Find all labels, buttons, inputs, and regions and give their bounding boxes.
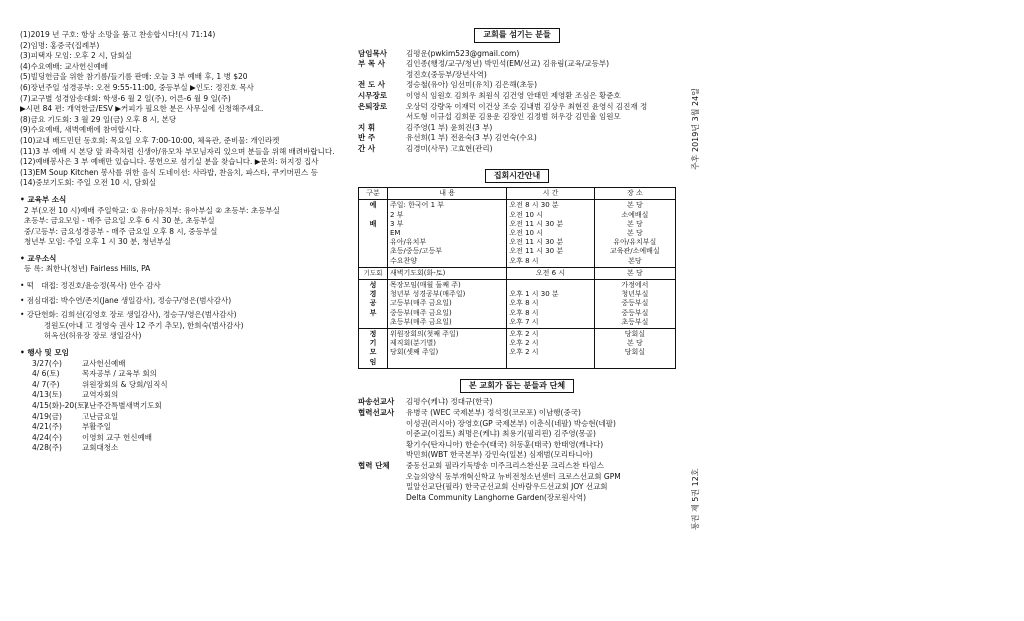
announcement-item: (14)중보기도회: 주일 오전 10 시, 담회실 [20, 178, 156, 188]
regular-time [507, 328, 594, 368]
announcement-item: (4)수요예배: 교사헌신예배 [20, 61, 108, 71]
mission-row [358, 429, 676, 440]
member-news-list [20, 264, 355, 275]
mission-row [358, 450, 676, 461]
event-date: 4/ 7(주) [32, 379, 60, 389]
thanks-item: 정원도(아내 고 정영숙 권사 12 주기 추모), 한희숙(범사감사) [20, 320, 244, 330]
schedule-cell-line: 중등부(매주 금요일) [390, 308, 452, 317]
staff-row [358, 133, 676, 144]
event-name: 교사헌신예배 [82, 358, 126, 368]
regular-content [388, 328, 507, 368]
mission-names: 이준교(이집트) 최명은(케냐) 최용기(필리핀) 김주영(몽골) [406, 429, 596, 439]
mission-names: 밀알선교단(필라) 한국군선교회 신바람우드선교회 JOY 선교회 [406, 482, 608, 492]
education-item: 중/고등부: 금요성경공부 - 매주 금요일 오후 8 시, 중등부실 [24, 226, 218, 236]
mission-category [358, 482, 406, 493]
schedule-cell-line: 교육관/소예배실 [609, 247, 660, 256]
mission-names: 유병국 (WEC 국제본부) 정석정(코로포) 이남행(중국) [406, 407, 581, 417]
schedule-cell-line: 초등부(매주 금요일) [390, 317, 452, 326]
regular-place [594, 328, 675, 368]
staff-names: 김인종(행정/교구/청년) 박민석(EM/선교) 김유림(교육/교등부) [406, 59, 610, 69]
bible-time [507, 279, 594, 328]
announcement-item: (13)EM Soup Kitchen 봉사를 위한 음식 도네이션: 사라밥, 찬음치, 파스타, 쿠키머핀스 등 [20, 167, 318, 177]
schedule-cell-line: 오후 2 시 [509, 329, 539, 338]
staff-role: 전 도 사 [358, 80, 385, 90]
schedule-cell-line: 청년부 성경공부(매주일) [390, 290, 466, 299]
mission-names: Delta Community Langhorne Garden(장로원사역) [406, 492, 587, 502]
event-row [20, 390, 355, 401]
announcement-item: (2)임명: 홍중국(집례부) [20, 40, 100, 50]
mission-row [358, 440, 676, 451]
staff-title: 교회를 섬기는 분들 [474, 28, 559, 43]
member-news-item: 등 록: 최한나(청년) Fairless Hills, PA [24, 264, 151, 274]
event-row [20, 369, 355, 380]
mission-names: 황기수(탄자니아) 한순수(태국) 허동훈(태국) 한태영(캐나다) [406, 439, 604, 449]
announcement-item: (12)예배봉사은 3 부 예배만 있습니다. 봉헌으로 섬기실 분을 찾습니다. ▶문의: 허지정 집사 [20, 157, 319, 167]
mission-row [358, 472, 676, 483]
event-row [20, 412, 355, 423]
schedule-cell-line: 오후 2 시 [509, 348, 539, 357]
staff-row [358, 144, 676, 155]
event-date: 4/28(주) [32, 443, 62, 453]
event-name: 부활주일 [82, 422, 111, 432]
thanks-item: • 떡 대접: 정진호/윤승정(목사) 안수 감사 [20, 281, 161, 291]
staff-row [358, 102, 676, 113]
education-list [20, 206, 355, 248]
staff-names: 김평운(pwkim523@gmail.com) [406, 48, 520, 58]
prayer-place: 본 당 [594, 267, 675, 279]
schedule-cell-line: 오전 11 시 30 분 [509, 219, 564, 228]
schedule-cell-line: 오전 10 시 [509, 210, 544, 219]
schedule-cell-line: 수요찬양 [390, 256, 418, 265]
staff-role: 지 휘 [358, 122, 376, 132]
education-item: 2 부(오전 10 시)예배 주일학교: ① 유아/유치부: 유아부실 ② 초등부: 초등부실 [24, 205, 280, 215]
schedule-cell-line: 중등부실 [621, 308, 649, 317]
event-name: 위원장회의 & 당회/임직식 [82, 379, 168, 389]
staff-list [358, 49, 676, 155]
announcement-item: (3)피택자 모임: 오후 2 시, 담회실 [20, 51, 132, 61]
staff-row [358, 112, 676, 123]
mission-names: 오늘의양식 동부개혁신학교 뉴비전청소년센터 크로스선교회 GPM [406, 471, 621, 481]
schedule-cell-line: 당회실 [624, 348, 645, 357]
schedule-cell-line: 오전 11 시 30 분 [509, 247, 564, 256]
thanks-list [20, 281, 355, 342]
event-date: 4/15(화)-20(토) [32, 401, 88, 410]
schedule-worship-row [359, 200, 676, 267]
worship-time [507, 200, 594, 267]
event-name: 교역자회의 [82, 390, 119, 400]
schedule-title: 집회시간안내 [485, 169, 549, 184]
schedule-cell-line: 당회(셋째 주일) [390, 348, 439, 357]
schedule-cell-line: 2 부 [390, 210, 404, 219]
education-item: 초등부: 금요모임 - 매주 금요일 오후 6 시 30 분, 초등부실 [24, 216, 215, 226]
mission-names: 이성권(러시아) 장영호(GP 국제본부) 이춘식(네팔) 박승현(네팔) [406, 418, 616, 428]
event-row [20, 359, 355, 370]
announcement-item: (7)교구별 성경암송대회: 학생-6 월 2 일(주), 어른-6 월 9 일(주) [20, 93, 231, 103]
mission-names: 중동선교회 필라기독방송 미주크리스찬신문 크리스찬 타임스 [406, 460, 604, 470]
schedule-bible-row [359, 279, 676, 328]
event-date: 3/27(수) [32, 358, 62, 368]
schedule-prayer-row [359, 267, 676, 279]
schedule-table [358, 187, 676, 369]
staff-row [358, 123, 676, 134]
schedule-cell-line: 고등부(매주 금요일) [390, 299, 452, 308]
event-name: 고난주간특별새벽기도회 [82, 401, 162, 410]
announcement-item: (9)수요예배, 새벽예배에 참여합시다. [20, 125, 142, 135]
mission-category [358, 429, 406, 440]
mission-category: 파송선교사 [358, 397, 395, 407]
event-name: 고난금요일 [82, 411, 119, 421]
schedule-header: 장 소 [594, 188, 675, 200]
worship-place [594, 200, 675, 267]
event-name: 목자공부 / 교육부 회의 [82, 369, 157, 379]
worship-category: 예 배 [359, 200, 388, 267]
event-row [20, 422, 355, 433]
schedule-cell-line: 주일: 한국어 1 부 [390, 201, 445, 210]
staff-role: 반 주 [358, 133, 376, 143]
staff-role: 시무장로 [358, 90, 387, 100]
prayer-category: 기도회 [359, 267, 388, 279]
staff-names: 오상덕 강량옥 이재덕 이건상 조승 김내범 김상우 최현진 윤영식 김진재 정 [406, 101, 648, 111]
mission-row [358, 493, 676, 504]
event-date: 4/ 6(토) [32, 369, 60, 379]
mission-names: 박민희(WBT 한국본부) 강민숙(일본) 심재범(모리타니아) [406, 450, 593, 460]
staff-row [358, 49, 676, 60]
schedule-cell-line: 유아/유치부 [390, 238, 427, 247]
prayer-content: 새벽기도회(화-토) [388, 267, 507, 279]
staff-names: 김경미(사무) 고효현(관리) [406, 143, 493, 153]
bible-category: 성 경 공 부 [359, 279, 388, 328]
staff-row [358, 59, 676, 70]
schedule-cell-line: 오후 8 시 [509, 308, 539, 317]
event-date: 4/13(토) [32, 390, 62, 400]
mission-row [358, 397, 676, 408]
mission-names: 김평수(케냐) 정대규(한국) [406, 397, 493, 407]
schedule-cell-line: 본 당 [626, 219, 643, 228]
announcement-item: (1)2019 년 구호: 항상 소망을 품고 찬송합시다!(시 71:14) [20, 30, 216, 39]
mission-category [358, 419, 406, 430]
schedule-cell-line: 위원장회의(첫째 주일) [390, 329, 459, 338]
bulletin-date: 주후 2019년 3월 24일 [691, 88, 700, 170]
events-title: • 행사 및 모임 [20, 348, 69, 358]
event-row [20, 380, 355, 391]
schedule-cell-line: 소예배실 [621, 210, 649, 219]
event-name: 이영희 교구 헌신예배 [82, 432, 152, 442]
staff-role: 부 목 사 [358, 59, 385, 69]
schedule-cell-line: 초등부실 [621, 317, 649, 326]
announcement-item: (10)교내 배드민턴 동호회: 목요일 오후 7:00-10:00, 체육관, 준비물: 개인라켓 [20, 135, 280, 145]
member-news-title: • 교우소식 [20, 253, 57, 263]
thanks-item: 허옥선(허유장 장로 생일감사) [20, 331, 142, 341]
mission-row [358, 461, 676, 472]
staff-role [358, 70, 406, 81]
schedule-cell-line: 본 당 [626, 201, 643, 210]
mission-list [358, 397, 676, 503]
announcements-column [20, 30, 355, 454]
schedule-header: 시 간 [507, 188, 594, 200]
event-row [20, 401, 355, 412]
announcement-item: (6)장년주일 성경공부: 오전 9:55-11:00, 중등부실 ▶인도: 정진호 목사 [20, 82, 254, 92]
mission-category [358, 450, 406, 461]
schedule-header: 내 용 [388, 188, 507, 200]
mission-row [358, 482, 676, 493]
schedule-cell-line: 오전 10 시 [509, 228, 544, 237]
announcement-item: (5)빌딩헌금을 위한 참기름/들기름 판매: 오늘 3 부 예배 후, 1 병 $20 [20, 72, 248, 82]
schedule-cell-line: 오후 2 시 [509, 339, 539, 348]
regular-category: 정 기 모 임 [359, 328, 388, 368]
event-date: 4/19(금) [32, 411, 62, 421]
staff-role: 은퇴장로 [358, 101, 387, 111]
announcement-item: (11)3 부 예배 시 본당 앞 좌측처럼 신생아/유모차 부모님자리 있으며 분들을 위해 배려바랍니다. [20, 146, 335, 156]
staff-role: 간 사 [358, 143, 376, 153]
staff-names: 김주영(1 부) 윤희진(3 부) [406, 122, 493, 132]
schedule-cell-line: 중등부실 [621, 299, 649, 308]
schedule-cell-line: 목장모임(매월 둘째 주) [390, 280, 461, 289]
bulletin-volume: 통권 제 5권 12호 [691, 468, 700, 530]
bible-content [388, 279, 507, 328]
schedule-cell-line: 오후 8 시 [509, 256, 539, 265]
schedule-regular-row [359, 328, 676, 368]
bible-place [594, 279, 675, 328]
thanks-item: • 점심대접: 박수연/존지(Jane 생일감사), 정승구/영은(범사감사) [20, 295, 232, 305]
schedule-cell-line: 본 당 [626, 339, 643, 348]
schedule-cell-line: 본 당 [626, 228, 643, 237]
schedule-cell-line: 오후 7 시 [509, 317, 539, 326]
schedule-cell-line: 오후 8 시 [509, 299, 539, 308]
education-item: 청년부 모임: 주일 오후 1 시 30 분, 청년부실 [24, 237, 171, 247]
schedule-cell-line: 가정에서 [621, 280, 649, 289]
staff-names: 정진호(중등부/장년사역) [406, 69, 487, 79]
event-date: 4/24(수) [32, 432, 62, 442]
staff-names: 정승철(유아) 임선미(유치) 김은해(초등) [406, 80, 537, 90]
event-date: 4/21(주) [32, 422, 62, 432]
staff-names: 서도형 이규섭 김희문 김용운 김장인 김정범 허우강 김민율 임원모 [406, 112, 621, 122]
schedule-cell-line: 본당 [628, 256, 642, 265]
vertical-info [690, 88, 710, 550]
prayer-time: 오전 6 시 [507, 267, 594, 279]
event-row [20, 443, 355, 454]
schedule-cell-line: 오후 1 시 30 분 [509, 290, 559, 299]
event-name: 교회대청소 [82, 443, 119, 453]
schedule-cell-line: 초등/중등/고등부 [390, 247, 443, 256]
staff-row [358, 80, 676, 91]
staff-row [358, 70, 676, 81]
announcement-list [20, 30, 355, 189]
staff-role: 담임목사 [358, 48, 387, 58]
mission-row [358, 419, 676, 430]
schedule-cell-line: 유아/유치부실 [613, 238, 657, 247]
staff-row [358, 91, 676, 102]
mission-row [358, 408, 676, 419]
schedule-cell-line: 제직회(분기별) [390, 339, 437, 348]
schedule-cell-line: EM [390, 228, 401, 237]
staff-names: 유선희(1 부) 전윤숙(3 부) 김연숙(수요) [406, 133, 537, 143]
mission-category [358, 440, 406, 451]
event-row [20, 433, 355, 444]
schedule-header-row [359, 188, 676, 200]
announcement-item: ▶시편 84 편: 개역한글/ESV ▶커피가 필요한 분은 사무실에 신청해주세요. [20, 104, 264, 114]
schedule-header: 구분 [359, 188, 388, 200]
mission-category [358, 472, 406, 483]
mission-category: 협력 단체 [358, 460, 390, 470]
staff-role [358, 112, 406, 123]
staff-names: 이영식 임원호 김희우 최원식 김건영 안태민 제영환 조심은 황준호 [406, 90, 621, 100]
schedule-cell-line: 오전 11 시 30 분 [509, 238, 564, 247]
mission-title: 본 교회가 돕는 분들과 단체 [460, 379, 574, 394]
schedule-cell-line: 오전 8 시 30 분 [509, 201, 559, 210]
schedule-cell-line [509, 281, 591, 290]
schedule-cell-line: 3 부 [390, 219, 404, 228]
worship-content [388, 200, 507, 267]
events-list [20, 359, 355, 454]
schedule-cell-line: 청년부실 [621, 290, 649, 299]
thanks-item: • 강단헌화: 김희선(김영호 장로 생일감사), 정승구/영은(범사감사) [20, 310, 237, 320]
church-info-column [358, 28, 676, 503]
schedule-cell-line: 당회실 [624, 329, 645, 338]
education-title: • 교육부 소식 [20, 194, 67, 204]
announcement-item: (8)금요 기도회: 3 월 29 일(금) 오후 8 시, 본당 [20, 114, 177, 124]
mission-category: 협력선교사 [358, 407, 395, 417]
mission-category [358, 493, 406, 504]
